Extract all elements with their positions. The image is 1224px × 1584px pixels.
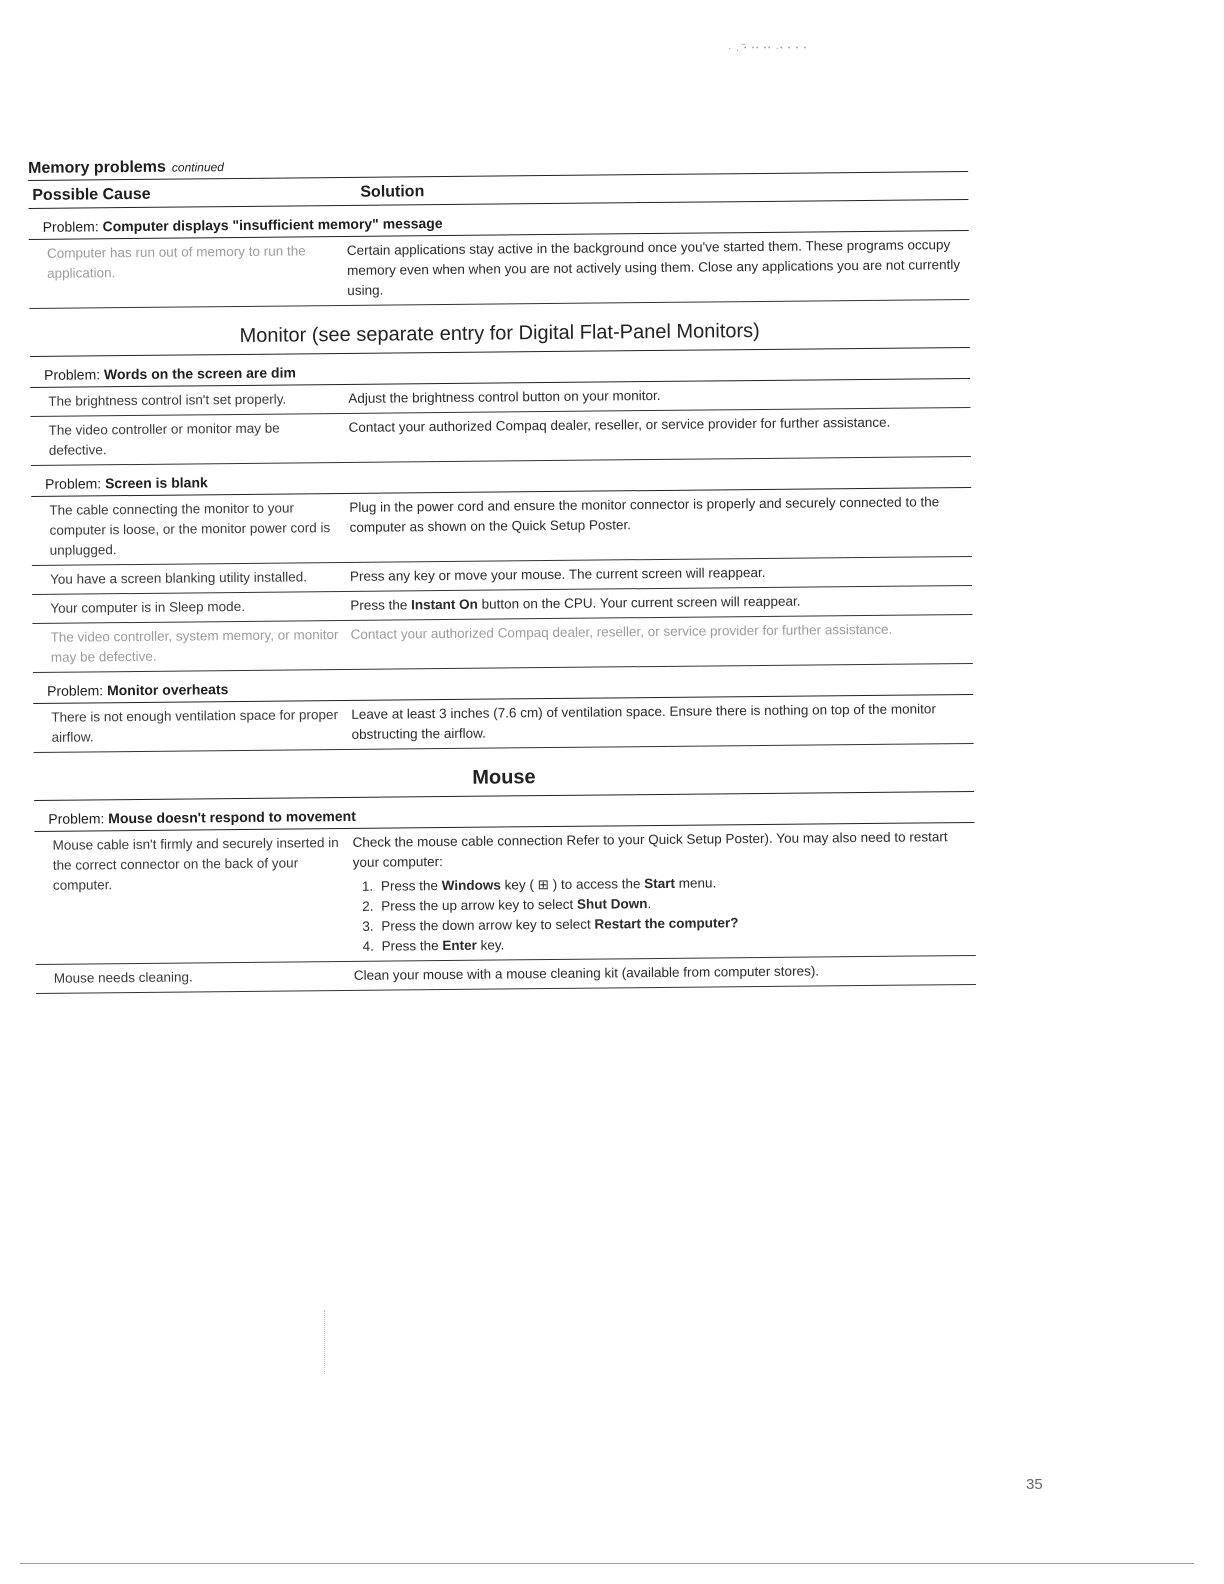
cause-cell: Your computer is in Sleep mode. [50,598,245,616]
solution-cell: Adjust the brightness control button on your monitor. [348,387,661,406]
cause-cell: There is not enough ventilation space for proper airflow. [51,707,339,745]
enter-key-label: Enter [442,937,477,954]
troubleshooting-table [28,151,976,994]
table-row [29,231,970,309]
solution-cell: Contact your authorized Compaq dealer, reseller, or service provider for further assistance. [350,621,893,642]
problem-label: Problem: [47,682,104,699]
cause-cell: The cable connecting the monitor to your computer is loose, or the monitor power cord is unplugged. [49,500,331,558]
cause-cell: The video controller or monitor may be defective. [48,420,280,458]
solution-cell: Press any key or move your mouse. The current screen will reappear. [349,564,766,584]
problem-label: Problem: [43,366,101,383]
step-item: 1. Press the Windows key ( ⊞ ) to access the Start menu. [377,871,971,897]
start-menu-label: Start [644,875,676,892]
header-scribble: · . ꞏ̃ ꞏꞏ ꞏꞏ ·ꞏ ꞏ ꞏ ꞏ [728,43,808,54]
cause-cell: Mouse needs cleaning. [53,969,193,986]
bottom-edge-rule [20,1563,1194,1564]
page-number: 35 [1026,1476,1043,1493]
problem-label: Problem: [42,218,99,235]
problem-label: Problem: [48,810,105,827]
table-row [34,823,975,965]
step-item: 2. Press the up arrow key to select Shut Down. [377,891,971,917]
cause-cell: The brightness control isn't set properly. [48,391,287,409]
problem-text: Mouse doesn't respond to movement [108,807,356,827]
monitor-section-title: Monitor (see separate entry for Digital Flat-Panel Monitors) [29,300,969,357]
cause-cell: Mouse cable isn't firmly and securely inserted in the correct connector on the back of your computer. [52,835,339,893]
cause-cell: The video controller, system memory, or monitor may be defective. [50,627,339,665]
windows-key-label: Windows [441,877,501,894]
step-item: 3. Press the down arrow key to select Restart the computer? [377,911,971,937]
problem-label: Problem: [45,475,102,492]
solution-header: Solution [360,183,425,201]
solution-text: Press the [350,597,412,613]
table-row [30,408,970,466]
table-row [33,695,973,753]
solution-cell: Plug in the power cord and ensure the monitor connector is properly and securely connected to the computer as shown on the Quick Setup Poster. [349,494,940,535]
solution-cell: Clean your mouse with a mouse cleaning kit (available from computer stores). [353,963,820,983]
scan-artifact [324,1310,327,1374]
steps-list [353,871,972,957]
table-row [32,615,972,673]
table-row [31,488,972,566]
problem-text: Computer displays "insufficient memory" message [102,215,443,235]
mouse-section-title: Mouse [34,744,974,801]
problem-text: Monitor overheats [106,681,229,699]
solution-cell: Certain applications stay active in the background once you've started them. These programs occupy memory even when when you are not actively using them. Close any applications you are not currently using. [346,237,961,298]
restart-label: Restart the computer? [594,915,739,932]
solution-cell: Contact your authorized Compaq dealer, reseller, or service provider for further assistance. [348,414,891,435]
possible-cause-header: Possible Cause [32,185,151,204]
cause-cell: Computer has run out of memory to run the application. [46,243,306,281]
instant-on-keyword: Instant On [410,596,478,613]
solution-text: button on the CPU. Your current screen will reappear. [477,593,801,612]
step-item: 4. Press the Enter key. [377,931,971,957]
solution-cell: Leave at least 3 inches (7.6 cm) of ventilation space. Ensure there is nothing on top of the monitor obstructing the airflow. [351,701,936,742]
problem-text: Words on the screen are dim [103,364,296,383]
solution-cell [350,590,972,616]
continued-label: continued [171,160,225,175]
cause-cell: You have a screen blanking utility installed. [49,569,308,587]
solution-cell [352,827,975,957]
memory-section-title: Memory problems [28,158,166,177]
problem-text: Screen is blank [104,474,208,492]
shut-down-label: Shut Down [576,896,648,912]
solution-intro: Check the mouse cable connection Refer to your Quick Setup Poster). You may also need to restart your computer: [352,829,948,870]
